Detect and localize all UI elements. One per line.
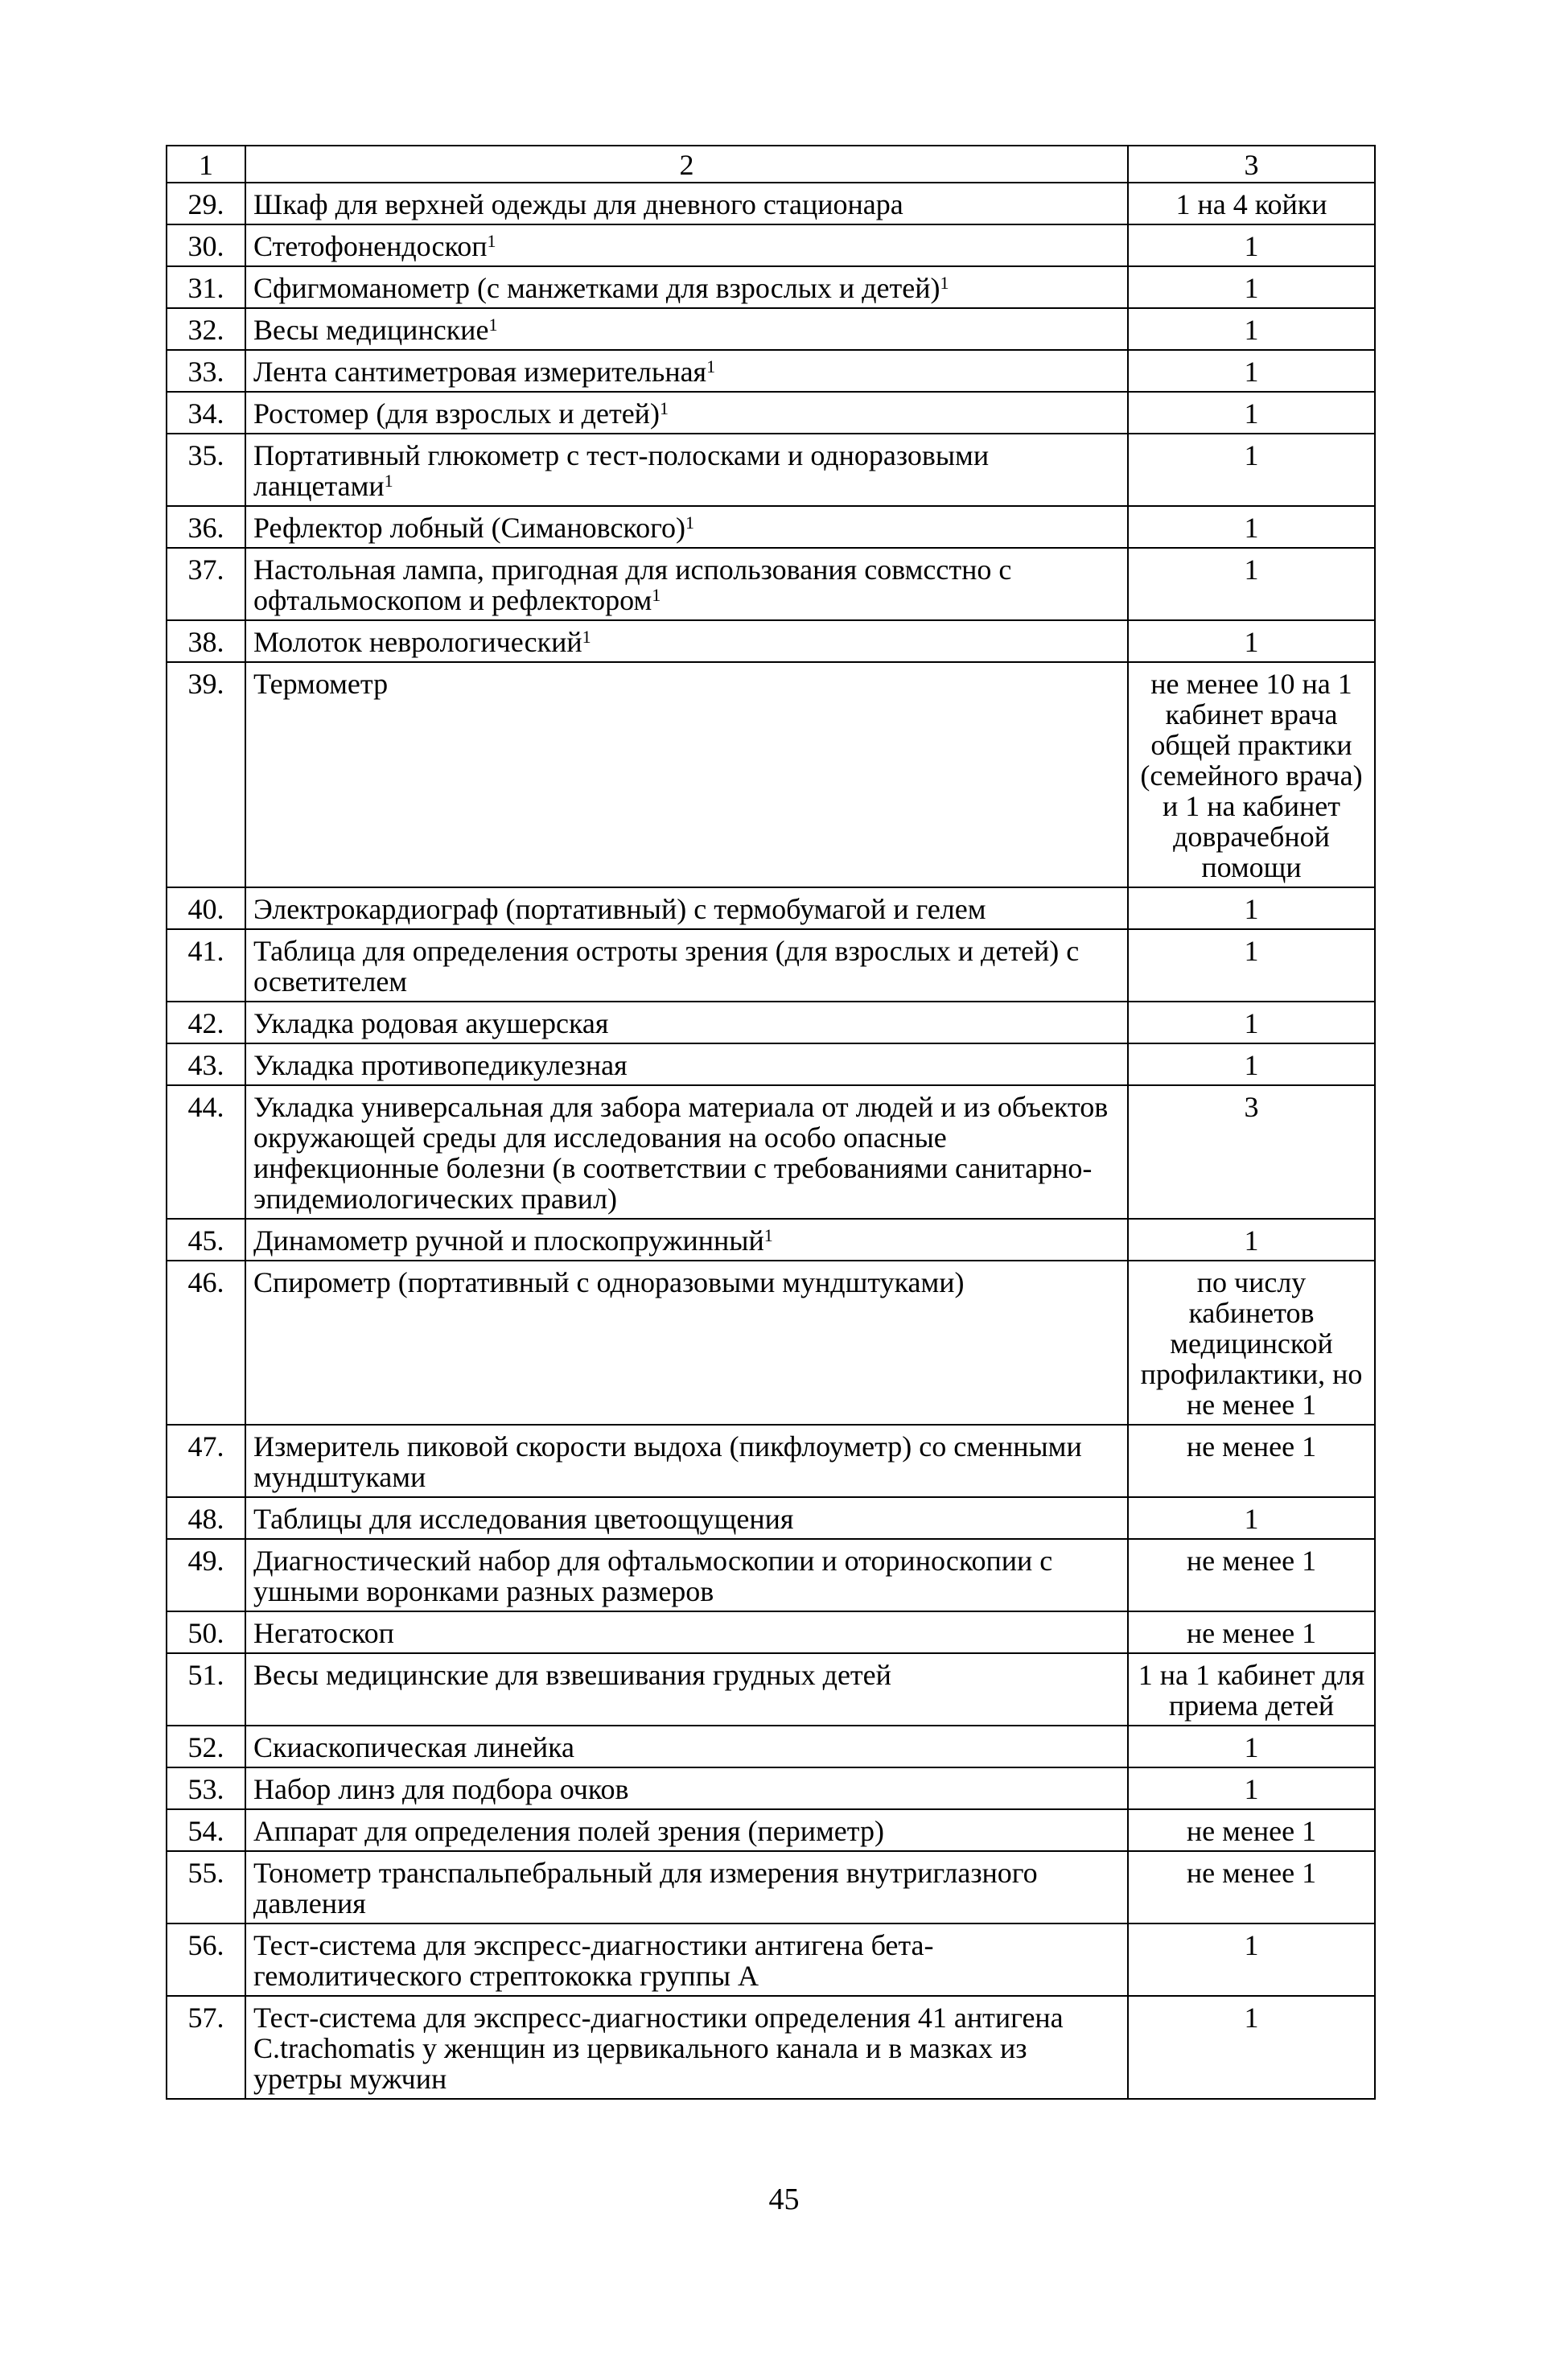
table-row: [167, 1261, 1375, 1425]
item-name: Настольная лампа, пригодная для использования совмсстно с офтальмоскопом и рефлектором: [253, 553, 1012, 616]
row-number: 35.: [167, 434, 245, 506]
item-name-cell: [245, 183, 1128, 224]
table-row: [167, 1767, 1375, 1809]
item-name: Сфигмоманометр (с манжетками для взрослых и детей): [253, 272, 940, 304]
table-row: [167, 1539, 1375, 1611]
item-name: Измеритель пиковой скорости выдоха (пикфлоуметр) со сменными мундштуками: [253, 1430, 1082, 1493]
item-name: Рефлектор лобный (Симановского): [253, 512, 685, 544]
item-name-cell: [245, 1653, 1128, 1726]
item-quantity: 1: [1128, 929, 1375, 1002]
table-row: [167, 392, 1375, 434]
item-quantity: не менее 1: [1128, 1539, 1375, 1611]
item-name: Тест-система для экспресс-диагностики антигена бета-гемолитического стрептококка группы А: [253, 1929, 934, 1992]
item-name: Стетофонендоскоп: [253, 230, 488, 262]
item-name-cell: [245, 434, 1128, 506]
item-name: Укладка родовая акушерская: [253, 1007, 609, 1039]
table-row: [167, 548, 1375, 620]
item-name: Весы медицинские: [253, 314, 489, 346]
footnote-marker: 1: [652, 585, 661, 605]
item-quantity: 1: [1128, 1219, 1375, 1261]
row-number: 43.: [167, 1043, 245, 1085]
item-quantity: 1: [1128, 887, 1375, 929]
item-name: Термометр: [253, 668, 389, 700]
row-number: 47.: [167, 1425, 245, 1497]
item-name: Укладка противопедикулезная: [253, 1049, 628, 1081]
footnote-marker: 1: [685, 512, 694, 533]
row-number: 38.: [167, 620, 245, 662]
footnote-marker: 1: [384, 471, 393, 491]
item-name-cell: [245, 1726, 1128, 1767]
table-row: [167, 929, 1375, 1002]
item-name-cell: [245, 1219, 1128, 1261]
item-quantity: 1: [1128, 1043, 1375, 1085]
item-name: Тонометр транспальпебральный для измерения внутриглазного давления: [253, 1857, 1038, 1919]
row-number: 52.: [167, 1726, 245, 1767]
equipment-table: [166, 145, 1376, 2100]
item-quantity: 1: [1128, 1002, 1375, 1043]
item-name: Шкаф для верхней одежды для дневного стационара: [253, 188, 903, 220]
item-name: Таблица для определения остроты зрения (для взрослых и детей) с осветителем: [253, 935, 1080, 998]
item-name: Скиаскопическая линейка: [253, 1731, 575, 1763]
item-quantity: 1 на 1 кабинет для приема детей: [1128, 1653, 1375, 1726]
item-name: Ростомер (для взрослых и детей): [253, 397, 660, 430]
item-name-cell: [245, 662, 1128, 887]
item-name: Аппарат для определения полей зрения (периметр): [253, 1815, 884, 1847]
header-cell-quantity: 3: [1128, 146, 1375, 183]
item-name-cell: [245, 1085, 1128, 1219]
table-row: [167, 506, 1375, 548]
footnote-marker: 1: [582, 627, 591, 647]
table-row: [167, 350, 1375, 392]
table-row: [167, 662, 1375, 887]
table-row: [167, 308, 1375, 350]
item-name: Портативный глюкометр с тест-полосками и одноразовыми ланцетами: [253, 439, 990, 502]
item-name-cell: [245, 548, 1128, 620]
item-quantity: по числу кабинетов медицинской профилактики, но не менее 1: [1128, 1261, 1375, 1425]
row-number: 37.: [167, 548, 245, 620]
item-quantity: 1: [1128, 224, 1375, 266]
table-row: [167, 434, 1375, 506]
item-name: Спирометр (портативный с одноразовыми мундштуками): [253, 1266, 965, 1298]
footnote-marker: 1: [488, 315, 498, 335]
item-name: Укладка универсальная для забора материала от людей и из объектов окружающей среды для исследования на особо опасные инфекционные болезни (в соответствии с требованиями санитарно-эпидемиологических правил): [253, 1091, 1109, 1215]
table-row: [167, 1002, 1375, 1043]
item-name: Лента сантиметровая измерительная: [253, 356, 707, 388]
row-number: 54.: [167, 1809, 245, 1851]
item-name-cell: [245, 1923, 1128, 1996]
table-row: [167, 887, 1375, 929]
row-number: 29.: [167, 183, 245, 224]
item-quantity: 1: [1128, 392, 1375, 434]
item-quantity: 1: [1128, 548, 1375, 620]
item-name-cell: [245, 350, 1128, 392]
row-number: 44.: [167, 1085, 245, 1219]
item-name-cell: [245, 620, 1128, 662]
item-quantity: не менее 1: [1128, 1809, 1375, 1851]
row-number: 32.: [167, 308, 245, 350]
table-row: [167, 1425, 1375, 1497]
table-row: [167, 1085, 1375, 1219]
row-number: 41.: [167, 929, 245, 1002]
item-name-cell: [245, 887, 1128, 929]
item-name-cell: [245, 1497, 1128, 1539]
item-quantity: не менее 1: [1128, 1851, 1375, 1923]
header-cell-name: 2: [245, 146, 1128, 183]
table-row: [167, 266, 1375, 308]
item-name: Весы медицинские для взвешивания грудных детей: [253, 1659, 891, 1691]
item-name: Негатоскоп: [253, 1617, 394, 1649]
item-name-cell: [245, 1261, 1128, 1425]
table-row: [167, 620, 1375, 662]
row-number: 46.: [167, 1261, 245, 1425]
item-quantity: 1: [1128, 434, 1375, 506]
footnote-marker: 1: [706, 356, 716, 376]
row-number: 39.: [167, 662, 245, 887]
footnote-marker: 1: [940, 273, 949, 293]
row-number: 34.: [167, 392, 245, 434]
page-number: 45: [768, 2183, 800, 2216]
table-row: [167, 1653, 1375, 1726]
row-number: 51.: [167, 1653, 245, 1726]
item-name: Набор линз для подбора очков: [253, 1773, 629, 1805]
row-number: 48.: [167, 1497, 245, 1539]
row-number: 45.: [167, 1219, 245, 1261]
item-name-cell: [245, 266, 1128, 308]
item-quantity: 3: [1128, 1085, 1375, 1219]
row-number: 50.: [167, 1611, 245, 1653]
item-quantity: 1: [1128, 1996, 1375, 2099]
item-name-cell: [245, 1996, 1128, 2099]
table-row: [167, 1996, 1375, 2099]
item-quantity: не менее 1: [1128, 1611, 1375, 1653]
item-name-cell: [245, 1611, 1128, 1653]
footnote-marker: 1: [659, 398, 669, 418]
item-name: Динамометр ручной и плоскопружинный: [253, 1224, 764, 1257]
item-quantity: 1 на 4 койки: [1128, 183, 1375, 224]
footnote-marker: 1: [763, 1225, 773, 1245]
table-row: [167, 1497, 1375, 1539]
table-row: [167, 224, 1375, 266]
item-name-cell: [245, 1809, 1128, 1851]
item-quantity: 1: [1128, 350, 1375, 392]
item-quantity: не менее 10 на 1 кабинет врача общей практики (семейного врача) и 1 на кабинет доврачебной помощи: [1128, 662, 1375, 887]
table-header-row: [167, 146, 1375, 183]
item-name-cell: [245, 929, 1128, 1002]
item-quantity: 1: [1128, 1923, 1375, 1996]
table-row: [167, 1726, 1375, 1767]
item-name-cell: [245, 1002, 1128, 1043]
table-row: [167, 1809, 1375, 1851]
table-row: [167, 1219, 1375, 1261]
item-quantity: 1: [1128, 1497, 1375, 1539]
item-quantity: 1: [1128, 506, 1375, 548]
item-name: Тест-система для экспресс-диагностики определения 41 антигена C.trachomatis у женщин из цервикального канала и в мазках из уретры мужчин: [253, 2002, 1064, 2095]
item-name-cell: [245, 1539, 1128, 1611]
row-number: 33.: [167, 350, 245, 392]
item-name-cell: [245, 1043, 1128, 1085]
table-row: [167, 183, 1375, 224]
row-number: 42.: [167, 1002, 245, 1043]
row-number: 40.: [167, 887, 245, 929]
item-quantity: 1: [1128, 1726, 1375, 1767]
item-quantity: 1: [1128, 620, 1375, 662]
item-name-cell: [245, 308, 1128, 350]
item-quantity: не менее 1: [1128, 1425, 1375, 1497]
row-number: 53.: [167, 1767, 245, 1809]
item-name: Электрокардиограф (портативный) с термобумагой и гелем: [253, 893, 986, 925]
item-name-cell: [245, 392, 1128, 434]
item-name-cell: [245, 1851, 1128, 1923]
row-number: 57.: [167, 1996, 245, 2099]
item-quantity: 1: [1128, 308, 1375, 350]
row-number: 31.: [167, 266, 245, 308]
table-row: [167, 1851, 1375, 1923]
item-quantity: 1: [1128, 1767, 1375, 1809]
row-number: 30.: [167, 224, 245, 266]
item-name-cell: [245, 1767, 1128, 1809]
item-quantity: 1: [1128, 266, 1375, 308]
table-row: [167, 1043, 1375, 1085]
item-name: Таблицы для исследования цветоощущения: [253, 1503, 794, 1535]
item-name-cell: [245, 224, 1128, 266]
item-name: Диагностический набор для офтальмоскопии и оториноскопии с ушными воронками разных размеров: [253, 1545, 1053, 1607]
footnote-marker: 1: [487, 231, 496, 251]
item-name: Молоток неврологический: [253, 626, 582, 658]
table-row: [167, 1611, 1375, 1653]
row-number: 56.: [167, 1923, 245, 1996]
row-number: 49.: [167, 1539, 245, 1611]
row-number: 36.: [167, 506, 245, 548]
header-cell-number: 1: [167, 146, 245, 183]
row-number: 55.: [167, 1851, 245, 1923]
table-row: [167, 1923, 1375, 1996]
item-name-cell: [245, 506, 1128, 548]
item-name-cell: [245, 1425, 1128, 1497]
